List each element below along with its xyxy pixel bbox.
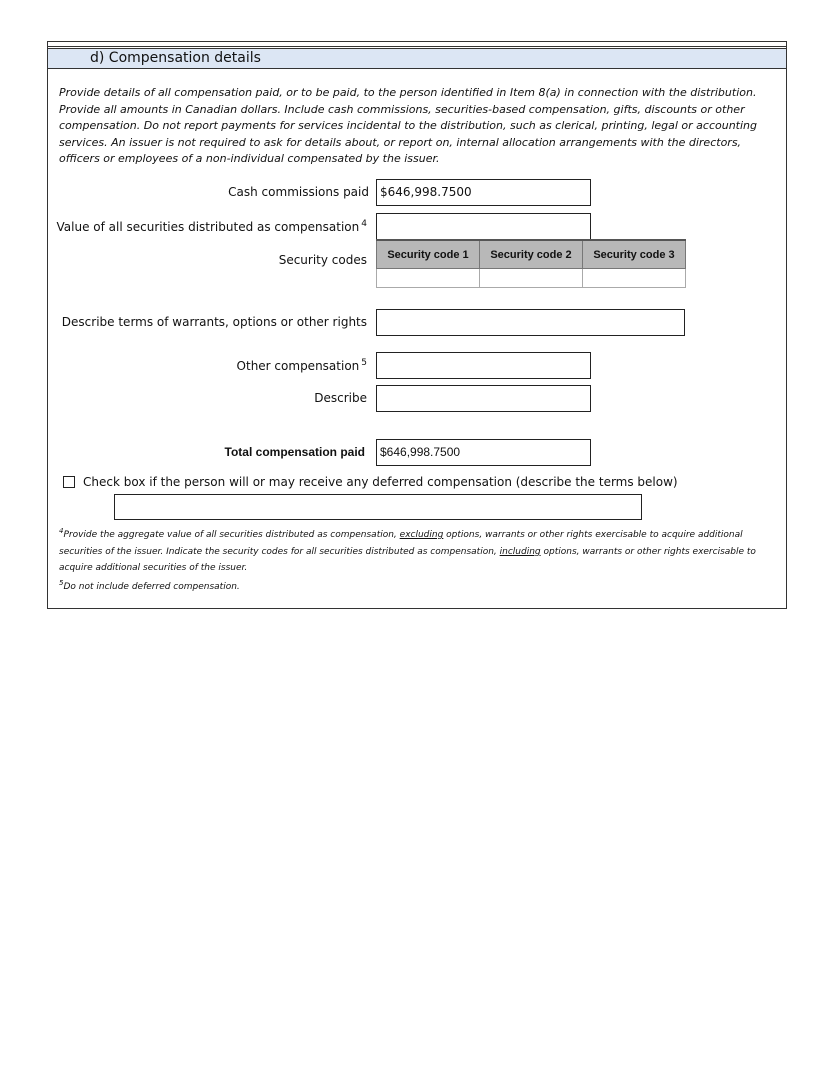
footnote-ref-4: 4 [361,219,367,229]
other-compensation-label: Other compensation $^5$ [236,358,367,373]
security-code-3-cell[interactable] [583,269,686,288]
deferred-compensation-checkbox[interactable] [63,476,75,488]
panel-top-rule [48,46,786,47]
deferred-compensation-label: Check box if the person will or may receive any deferred compensation (describe the terms below) [83,475,678,489]
describe-label: Describe [314,391,367,405]
total-compensation-field[interactable]: $646,998.7500 [376,439,591,466]
instructions-text: Provide details of all compensation paid, or to be paid, to the person identified in Item 8(a) in connection with the distribution. Provide all amounts in Canadian dollars. Include cash commissions, securities-based compensation, gifts, discounts or other compensation. Do not report payments for services incidental to the distribution, such as clerical, printing, legal or accounting services. An issuer is not required to ask for details about, or report on, internal allocation arrangements with the directors, officers or employees of a non-individual compensated by the issuer. [59,86,758,165]
cash-commissions-field[interactable]: $646,998.7500 [376,179,591,206]
security-codes-label: Security codes [278,253,367,267]
security-code-1-cell[interactable] [377,269,480,288]
footnote-5: $^5$Do not include deferred compensation. [59,579,240,592]
security-code-2-cell[interactable] [480,269,583,288]
footnote-ref-5: 5 [361,358,367,368]
total-compensation-label: Total compensation paid [224,445,365,459]
warrant-terms-label: Describe terms of warrants, options or other rights [61,315,367,329]
warrant-terms-field[interactable] [376,309,685,336]
security-code-2-header: Security code 2 [480,240,583,269]
section-title: d) Compensation details [90,50,261,66]
security-code-1-header: Security code 1 [377,240,480,269]
cash-commissions-label: Cash commissions paid [228,185,369,199]
security-code-3-header: Security code 3 [583,240,686,269]
deferred-terms-field[interactable] [114,494,642,520]
describe-field[interactable] [376,385,591,412]
securities-value-field[interactable] [376,213,591,242]
other-compensation-field[interactable] [376,352,591,379]
footnote-4: $^4$Provide the aggregate value of all securities distributed as compensation, excluding options, warrants or other rights exercisable to acquire additional securities of the issuer. Indicate the security codes for all securities distributed as compensation, including options, warrants or other rights exercisable to acquire additional securities of the issuer. [59,527,756,573]
securities-value-label: Value of all securities distributed as compensation $^4$ [56,219,367,234]
compensation-details-panel [47,41,787,609]
security-codes-table [376,239,686,288]
section-header [48,48,786,69]
